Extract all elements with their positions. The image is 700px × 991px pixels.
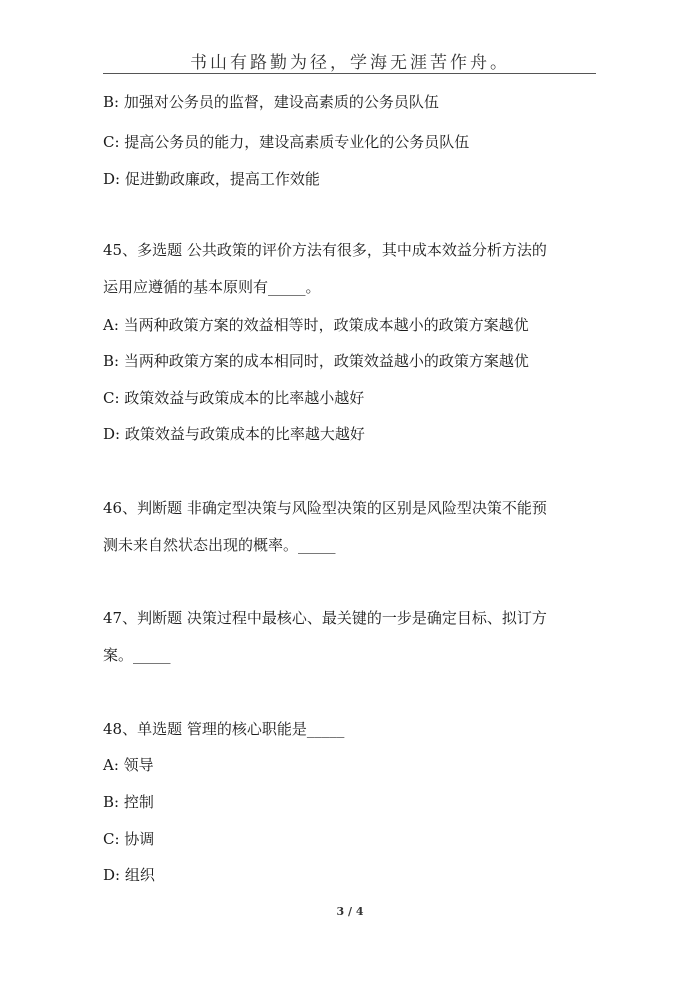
q48-option-d: D: 组织 (103, 866, 155, 884)
header-divider (103, 73, 596, 74)
q45-stem-line1: 45、多选题 公共政策的评价方法有很多，其中成本效益分析方法的 (103, 241, 547, 259)
q48-option-c: C: 协调 (103, 830, 155, 848)
q45-stem-line2: 运用应遵循的基本原则有_____。 (103, 278, 321, 296)
q47-stem-line2: 案。_____ (103, 646, 171, 664)
q44-option-c: C: 提高公务员的能力，建设高素质专业化的公务员队伍 (103, 133, 470, 151)
q45-option-c: C: 政策效益与政策成本的比率越小越好 (103, 389, 365, 407)
q44-option-d: D: 促进勤政廉政，提高工作效能 (103, 170, 320, 188)
q44-option-b: B: 加强对公务员的监督，建设高素质的公务员队伍 (103, 93, 439, 111)
q47-stem-line1: 47、判断题 决策过程中最核心、最关键的一步是确定目标、拟订方 (103, 609, 547, 627)
q48-option-a: A: 领导 (103, 756, 154, 774)
q45-option-d: D: 政策效益与政策成本的比率越大越好 (103, 425, 365, 443)
q48-stem: 48、单选题 管理的核心职能是_____ (103, 720, 345, 738)
q48-option-b: B: 控制 (103, 793, 154, 811)
q46-stem-line1: 46、判断题 非确定型决策与风险型决策的区别是风险型决策不能预 (103, 499, 547, 517)
page-header-motto: 书山有路勤为径，学海无涯苦作舟。 (190, 53, 510, 73)
q46-stem-line2: 测未来自然状态出现的概率。_____ (103, 536, 336, 554)
q45-option-b: B: 当两种政策方案的成本相同时，政策效益越小的政策方案越优 (103, 352, 529, 370)
page-number: 3 / 4 (336, 905, 364, 918)
q45-option-a: A: 当两种政策方案的效益相等时，政策成本越小的政策方案越优 (103, 316, 529, 334)
